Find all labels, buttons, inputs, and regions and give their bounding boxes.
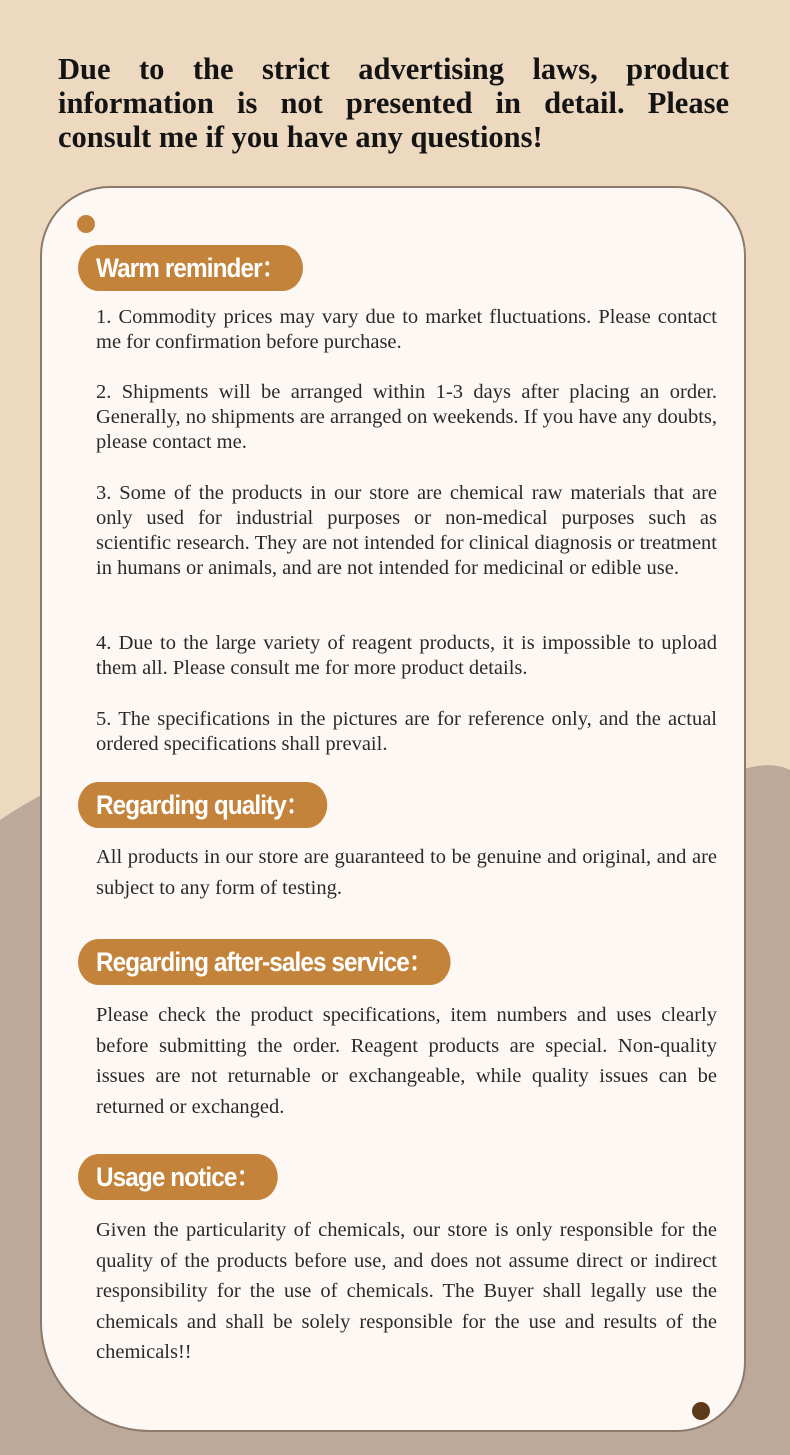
decorative-dot-bottom <box>692 1402 710 1420</box>
warm-reminder-item-5: 5. The specifications in the pictures are for reference only, and the actual ordered specifications shall prevail. <box>96 708 717 755</box>
warm-reminder-item-1: 1. Commodity prices may vary due to market fluctuations. Please contact me for confirmation before purchase. <box>96 306 717 353</box>
after-sales-heading: Regarding after-sales service： <box>78 939 450 985</box>
quality-heading: Regarding quality： <box>78 782 327 828</box>
usage-notice-text: Given the particularity of chemicals, our store is only responsible for the quality of the products before use, and does not assume direct or indirect responsibility for the use of chemicals. The Buyer shall legally use the chemicals and shall be solely responsible for the use and results of the chemicals!! <box>96 1219 717 1363</box>
warm-reminder-item-2: 2. Shipments will be arranged within 1-3 days after placing an order. Generally, no shipments are arranged on weekends. If you have any doubts, please contact me. <box>96 381 717 453</box>
warm-reminder-item-4: 4. Due to the large variety of reagent products, it is impossible to upload them all. Please consult me for more product details. <box>96 632 717 679</box>
quality-text: All products in our store are guaranteed to be genuine and original, and are subject to any form of testing. <box>96 846 717 899</box>
warm-reminder-item-3: 3. Some of the products in our store are chemical raw materials that are only used for industrial purposes or non-medical purposes such as scientific research. They are not intended for clinical diagnosis or treatment in humans or animals, and are not intended for medicinal or edible use. <box>96 482 717 579</box>
usage-notice-heading: Usage notice： <box>78 1154 278 1200</box>
warm-reminder-heading: Warm reminder： <box>78 245 303 291</box>
after-sales-text: Please check the product specifications, item numbers and uses clearly before submitting the order. Reagent products are special. Non-quality issues are not returnable or exchangeable, while quality issues can be returned or exchanged. <box>96 1004 717 1118</box>
page-headline: Due to the strict advertising laws, product information is not presented in detail. Please consult me if you have any questions! <box>58 52 729 154</box>
decorative-dot-top <box>77 215 95 233</box>
